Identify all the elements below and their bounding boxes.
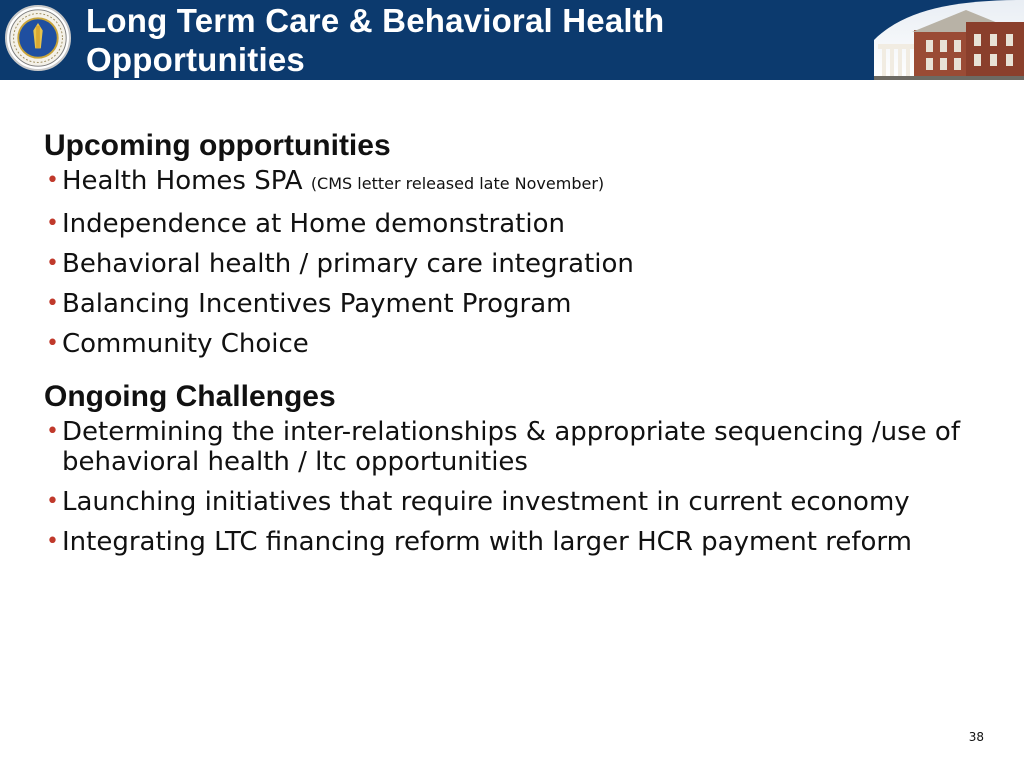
title-banner xyxy=(0,0,1024,80)
item-text: Independence at Home demonstration xyxy=(62,209,565,239)
list-item xyxy=(44,417,1004,477)
list-item xyxy=(44,209,1004,239)
list-item xyxy=(44,289,1004,319)
title-line-1: Long Term Care & Behavioral Health xyxy=(86,2,665,39)
item-text: Determining the inter-relationships & appropriate sequencing /use of behavioral health / ltc opportunities xyxy=(62,417,960,477)
bullet-icon: • xyxy=(46,489,59,514)
upcoming-list xyxy=(44,166,1004,359)
item-text: Community Choice xyxy=(62,329,309,359)
bullet-icon: • xyxy=(46,529,59,554)
section-heading-challenges: Ongoing Challenges xyxy=(44,380,336,413)
title-line-2: Opportunities xyxy=(86,41,305,78)
bullet-icon: • xyxy=(46,331,59,356)
bullet-icon: • xyxy=(46,419,59,444)
challenges-list xyxy=(44,417,1004,557)
list-item xyxy=(44,329,1004,359)
list-item xyxy=(44,166,1004,199)
list-item xyxy=(44,487,1004,517)
bullet-icon: • xyxy=(46,291,59,316)
bullet-icon: • xyxy=(46,211,59,236)
section-heading-upcoming: Upcoming opportunities xyxy=(44,129,391,162)
bullet-icon: • xyxy=(46,251,59,276)
item-text: Health Homes SPA xyxy=(62,166,303,196)
list-item xyxy=(44,527,1004,557)
bullet-icon: • xyxy=(46,168,59,193)
commonwealth-seal-icon xyxy=(5,5,71,71)
item-text: Balancing Incentives Payment Program xyxy=(62,289,572,319)
item-text: Integrating LTC financing reform with larger HCR payment reform xyxy=(62,527,912,557)
item-note: (CMS letter released late November) xyxy=(310,174,605,193)
list-item xyxy=(44,249,1004,279)
item-text: Behavioral health / primary care integration xyxy=(62,249,634,279)
slide-title xyxy=(86,1,664,79)
slide-body xyxy=(44,126,1004,557)
state-house-photo xyxy=(874,0,1024,80)
page-number: 38 xyxy=(968,730,984,744)
item-text: Launching initiatives that require investment in current economy xyxy=(62,487,910,517)
